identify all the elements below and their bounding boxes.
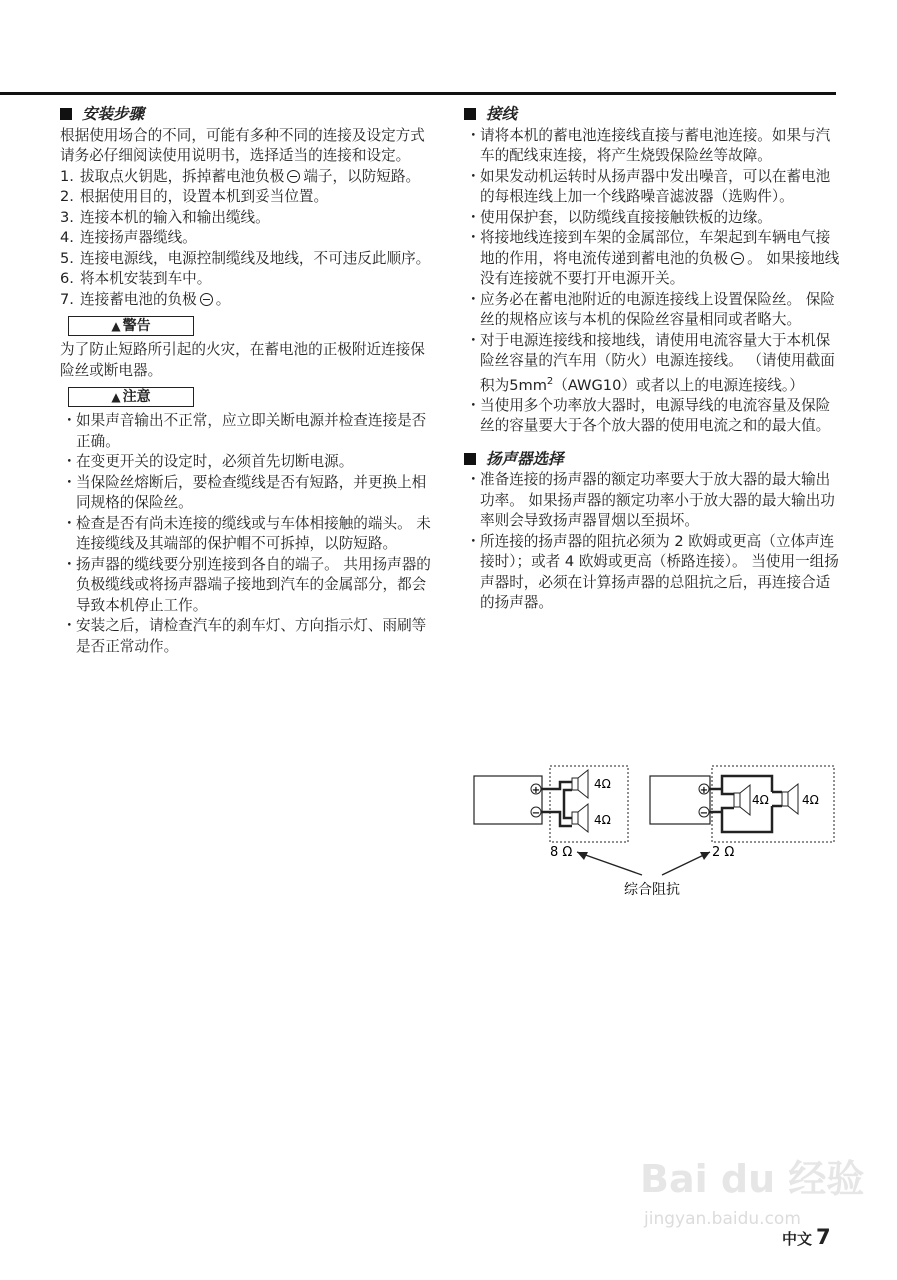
install-steps xyxy=(60,167,432,311)
install-step: 3. 连接本机的输入和输出缆线。 xyxy=(60,208,270,226)
wiring-item: ・ 当使用多个功率放大器时，电源导线的电流容量及保险丝的容量要大于各个放大器的使用电流之和的最大值。 xyxy=(466,396,831,435)
minus-sign: − xyxy=(699,808,709,819)
wiring-list xyxy=(464,126,840,437)
caution-list xyxy=(60,411,432,657)
speaker-list xyxy=(464,470,840,614)
warning-triangle-icon: ▲ xyxy=(111,390,121,404)
speaker-item: ・ 准备连接的扬声器的额定功率要大于放大器的最大输出功率。 如果扬声器的额定功率小于放大器的最大输出功率则会导致扬声器冒烟以至损坏。 xyxy=(466,471,835,530)
caution-item: ・ 当保险丝熔断后，要检查缆线是否有短路，并更换上相同规格的保险丝。 xyxy=(62,473,427,511)
install-section-title xyxy=(60,104,432,125)
speaker-icon xyxy=(572,804,588,832)
wiring-item: ・ 请将本机的蓄电池连接线直接与蓄电池连接。如果与汽车的配线束连接，将产生烧毁保险丝等故障。 xyxy=(466,126,831,164)
baidu-watermark xyxy=(640,1132,865,1232)
total-impedance-left: 8 Ω xyxy=(550,845,573,860)
caution-item: ・ 如果声音输出不正常，应立即关断电源并检查连接是否正确。 xyxy=(62,412,427,450)
plus-sign: + xyxy=(699,785,709,796)
negative-terminal-icon xyxy=(200,293,213,306)
right-column xyxy=(464,104,840,614)
pointer-arrow xyxy=(577,852,642,875)
square-bullet-icon xyxy=(60,108,72,120)
install-step: 1. 拔取点火钥匙，拆掉蓄电池负极 端子，以防短路。 xyxy=(60,167,421,185)
wiring-item: ・ 使用保护套，以防缆线直接接触铁板的边缘。 xyxy=(466,208,772,226)
watermark-url: jingyan.baidu.com xyxy=(644,1209,801,1229)
warning-label-box: ▲ 警告 xyxy=(68,316,194,336)
caution-item: ・ 检查是否有尚未连接的缆线或与车体相接触的端头。 未连接缆线及其端部的保护帽不可拆掉，以防短路。 xyxy=(62,514,431,552)
square-bullet-icon xyxy=(464,453,476,465)
footer-language: 中文 xyxy=(782,1230,813,1248)
series-impedance-label: 4Ω xyxy=(594,813,611,827)
page-footer xyxy=(782,1225,831,1249)
install-step: 4. 连接扬声器缆线。 xyxy=(60,229,197,246)
speaker-title-text: 扬声器选择 xyxy=(486,449,564,468)
series-speaker-group xyxy=(550,766,628,842)
negative-terminal-icon xyxy=(287,170,300,183)
wiring-item: ・ 如果发动机运转时从扬声器中发出噪音，可以在蓄电池的每根连线上加一个线路噪音滤波器（选购件）。 xyxy=(466,167,831,205)
speaker-icon xyxy=(782,784,798,814)
install-step: 5. 连接电源线，电源控制缆线及地线，不可违反此顺序。 xyxy=(60,249,431,267)
page-number: 7 xyxy=(816,1225,831,1249)
install-title-text: 安装步骤 xyxy=(82,105,145,123)
top-rule xyxy=(0,92,836,95)
caution-item: ・ 扬声器的缆线要分别连接到各自的端子。 共用扬声器的负极缆线或将扬声器端子接地到汽车的金属部分，都会导致本机停止工作。 xyxy=(62,555,431,614)
parallel-impedance-label: 4Ω xyxy=(752,793,769,807)
warning-triangle-icon: ▲ xyxy=(111,319,121,333)
wiring-item: ・ 应务必在蓄电池附近的电源连接线上设置保险丝。 保险丝的规格应该与本机的保险丝容量相同或者略大。 xyxy=(466,290,835,328)
speaker-icon xyxy=(572,770,588,798)
speaker-icon xyxy=(734,785,750,815)
wiring-title-text: 接线 xyxy=(486,105,518,123)
watermark-brand: Bai du 经验 xyxy=(640,1157,865,1201)
caution-label-box: ▲ 注意 xyxy=(68,387,194,407)
caution-item: ・ 在变更开关的设定时，必须首先切断电源。 xyxy=(62,453,354,470)
wiring-item: ・ 对于电源连接线和接地线，请使用电流容量大于本机保险丝容量的汽车用（防火）电源连接线。 （请使用截面积为$5mm^2(AWG10)$或者以上的电源连接线。） xyxy=(466,331,835,394)
left-column xyxy=(60,104,432,657)
install-step: 7. 连接蓄电池的负极 。 xyxy=(60,290,231,308)
square-bullet-icon xyxy=(464,108,476,120)
parallel-impedance-label: 4Ω xyxy=(802,793,819,807)
install-step: 2. 根据使用目的，设置本机到妥当位置。 xyxy=(60,188,329,205)
total-impedance-right: 2 Ω xyxy=(712,845,735,860)
caution-item: ・ 安装之后，请检查汽车的刹车灯、方向指示灯、雨刷等是否正常动作。 xyxy=(62,617,427,655)
wiring-section-title xyxy=(464,104,840,125)
wiring-item: ・ 将接地线连接到车架的金属部位，车架起到车辆电气接地的作用，将电流传递到蓄电池的负极 。 如果接地线没有连接就不要打开电源开关。 xyxy=(466,229,840,287)
speaker-section-title xyxy=(464,449,840,470)
plus-sign: + xyxy=(531,785,541,796)
install-step: 6. 将本机安装到车中。 xyxy=(60,270,212,287)
negative-terminal-icon xyxy=(731,252,744,265)
pointer-arrow xyxy=(662,852,710,875)
warning-text: 为了防止短路所引起的火灾，在蓄电池的正极附近连接保险丝或断电器。 xyxy=(60,341,425,379)
minus-sign: − xyxy=(531,808,541,819)
install-intro: 根据使用场合的不同，可能有多种不同的连接及设定方式请务必仔细阅读使用说明书，选择适当的连接和设定。 xyxy=(60,126,425,164)
diagram-caption: 综合阻抗 xyxy=(624,882,680,898)
series-impedance-label: 4Ω xyxy=(594,777,611,791)
impedance-diagram xyxy=(472,760,842,910)
speaker-item: ・ 所连接的扬声器的阻抗必须为 2 欧姆或更高（立体声连接时）；或者 4 欧姆或更高（桥路连接）。 当使用一组扬声器时，必须在计算扬声器的总阻抗之后，再连接合适的扬声器。 xyxy=(466,532,839,612)
